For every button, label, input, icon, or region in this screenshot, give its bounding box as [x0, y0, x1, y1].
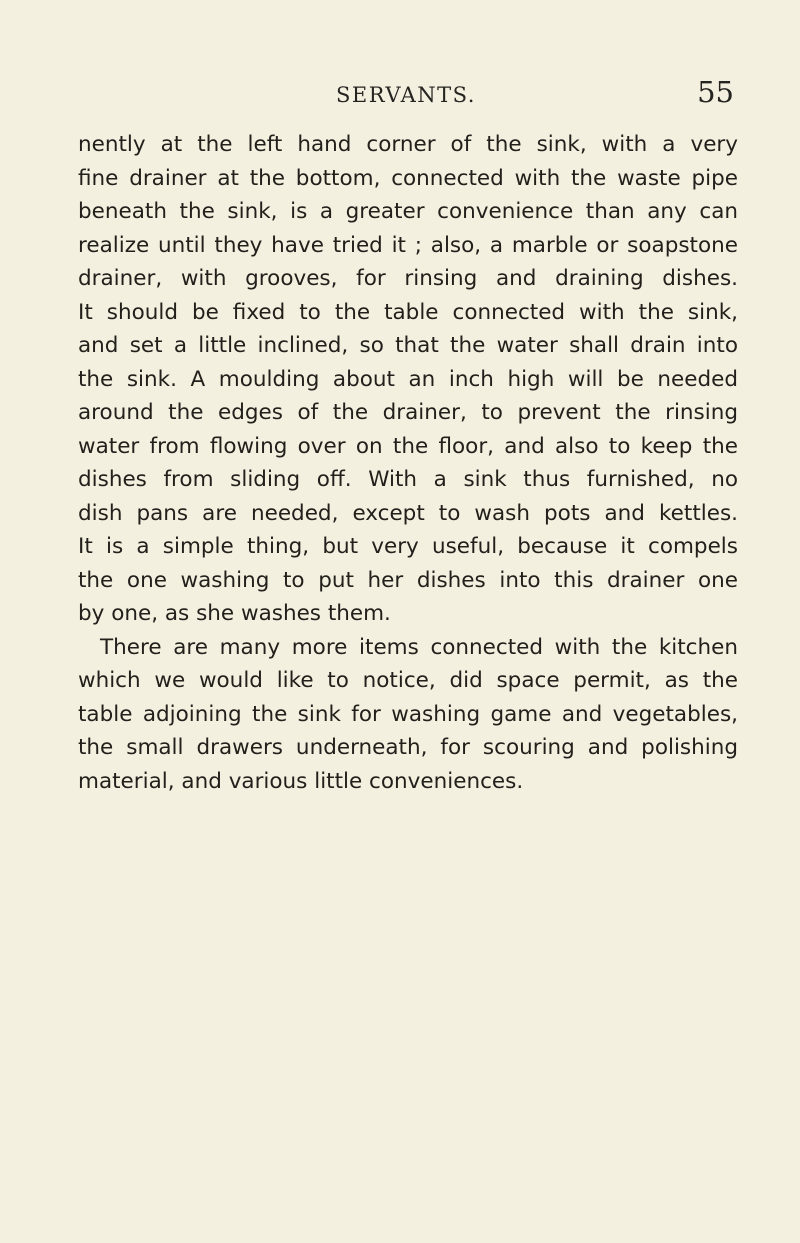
text-line: material, and various little conveniences. — [78, 768, 524, 794]
text-line: beneath the sink, is a greater convenience than any can — [78, 199, 738, 224]
text-line: realize until they have tried it ; also, a marble or soapstone — [78, 232, 738, 258]
running-title: SERVANTS. — [336, 83, 476, 107]
text-line: the sink. A moulding about an inch high will be needed — [78, 366, 738, 392]
text-line: and set a little inclined, so that the water shall drain into — [78, 333, 738, 358]
text-line: which we would like to notice, did space permit, as the — [78, 668, 738, 693]
text-line: around the edges of the drainer, to prevent the rinsing — [78, 400, 738, 425]
text-line: It is a simple thing, but very useful, because it compels — [78, 534, 738, 559]
paragraph — [78, 631, 738, 799]
text-line: water from flowing over on the floor, and also to keep the — [78, 433, 738, 459]
text-line: by one, as she washes them. — [78, 601, 391, 626]
text-line: table adjoining the sink for washing game and vegetables, — [78, 701, 738, 727]
text-line: There are many more items connected with the kitchen — [100, 634, 738, 660]
text-line: the small drawers underneath, for scouring and polishing — [78, 735, 738, 760]
text-line: It should be fixed to the table connected with the sink, — [78, 299, 738, 325]
text-line: drainer, with grooves, for rinsing and draining dishes. — [78, 266, 738, 291]
text-line: dish pans are needed, except to wash pots and kettles. — [78, 500, 738, 526]
page-number: 55 — [697, 75, 734, 109]
body-text — [78, 128, 738, 798]
text-line: nently at the left hand corner of the sink, with a very — [78, 132, 738, 157]
running-head — [78, 75, 734, 114]
paragraph — [78, 128, 738, 631]
text-line: fine drainer at the bottom, connected with the waste pipe — [78, 165, 738, 191]
text-line: the one washing to put her dishes into this drainer one — [78, 567, 738, 593]
text-line: dishes from sliding off. With a sink thus furnished, no — [78, 467, 738, 492]
